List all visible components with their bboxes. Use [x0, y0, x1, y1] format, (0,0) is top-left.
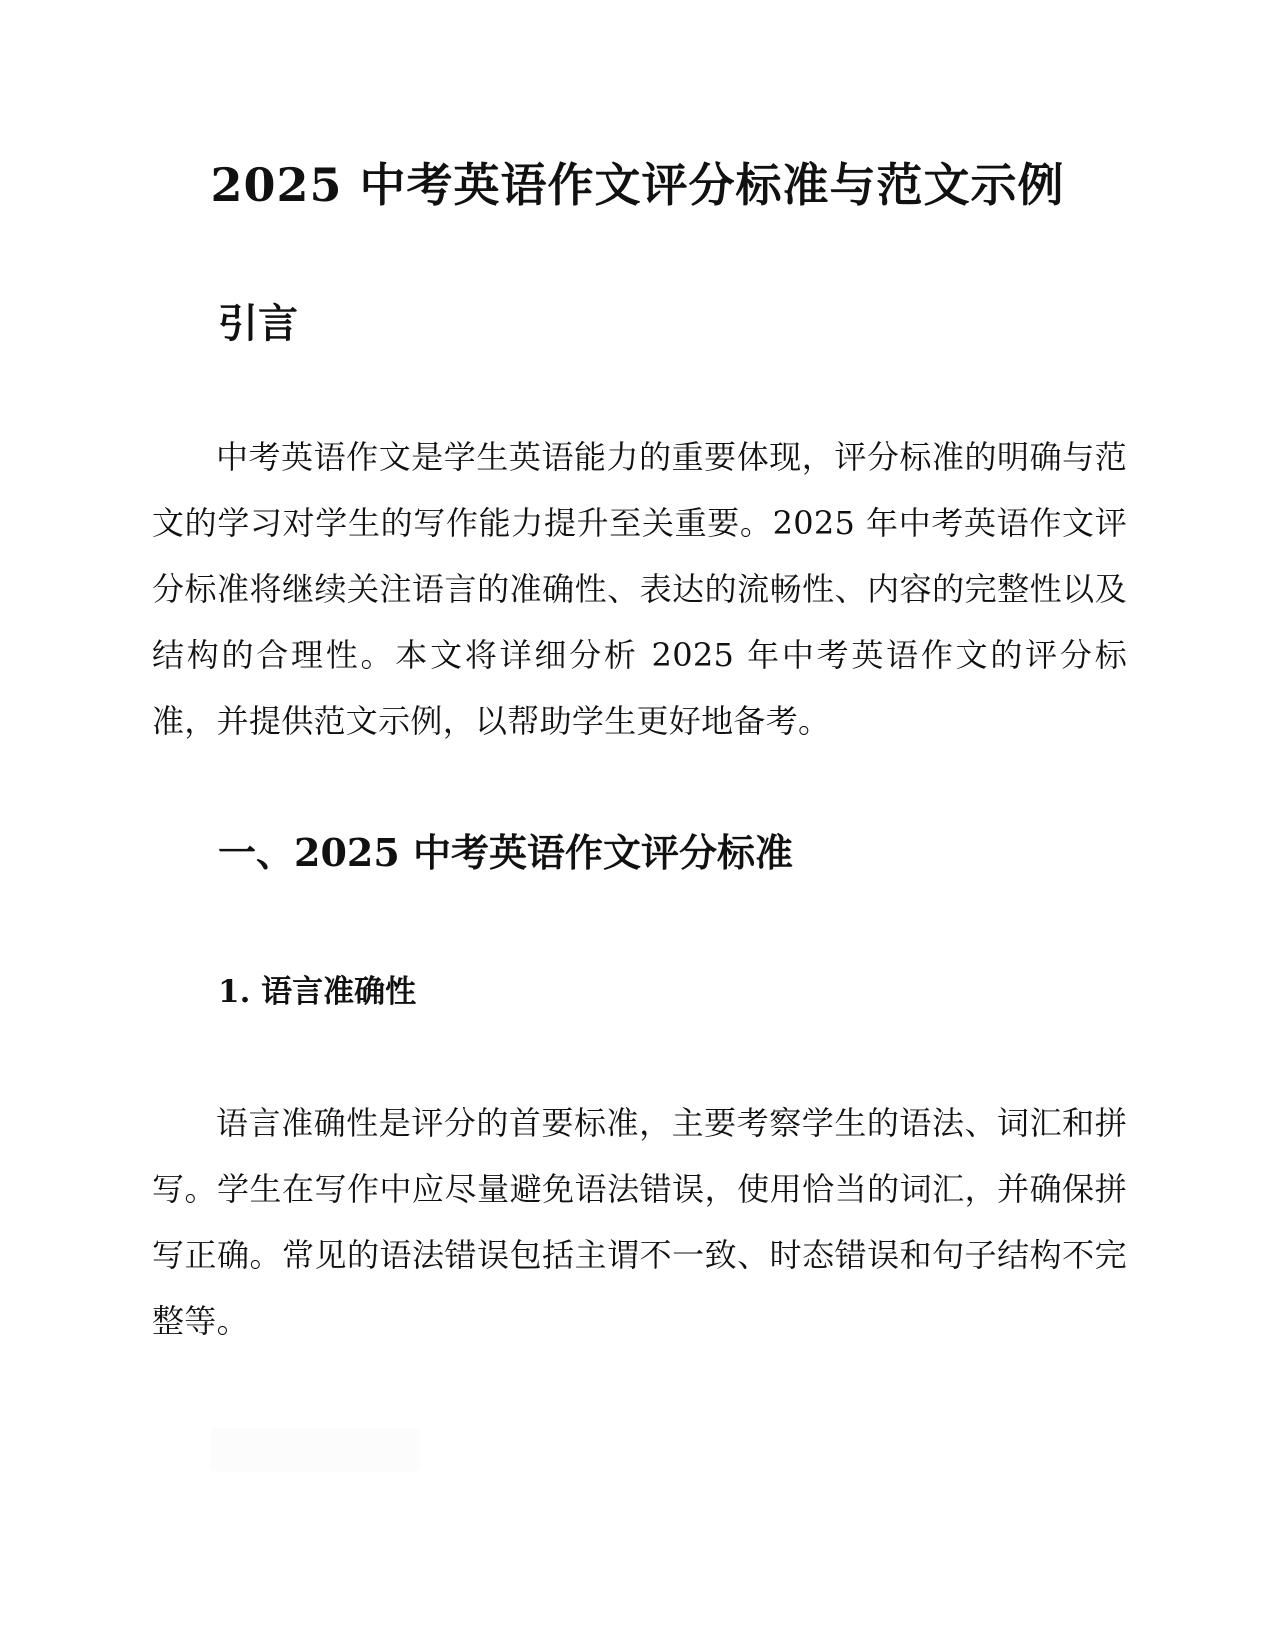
section-heading-scoring-standards: 一、2025 中考英语作文评分标准 — [218, 830, 793, 875]
intro-paragraph: 中考英语作文是学生英语能力的重要体现，评分标准的明确与范文的学习对学生的写作能力提升至关重要。2025 年中考英语作文评分标准将继续关注语言的准确性、表达的流畅性、内容的完整性以及结构的合理性。本文将详细分析 2025 年中考英语作文的评分标准，并提供范文示例，以帮助学生更好地备考。 — [152, 438, 1127, 740]
language-accuracy-paragraph: 语言准确性是评分的首要标准，主要考察学生的语法、词汇和拼写。学生在写作中应尽量避免语法错误，使用恰当的词汇，并确保拼写正确。常见的语法错误包括主谓不一致、时态错误和句子结构不完整等。 — [152, 1104, 1127, 1340]
document-title: 2025 中考英语作文评分标准与范文示例 — [210, 158, 1065, 212]
faint-watermark-smudge — [210, 1428, 420, 1472]
intro-heading: 引言 — [218, 300, 298, 347]
subsection-heading-language-accuracy: 1. 语言准确性 — [218, 974, 417, 1010]
